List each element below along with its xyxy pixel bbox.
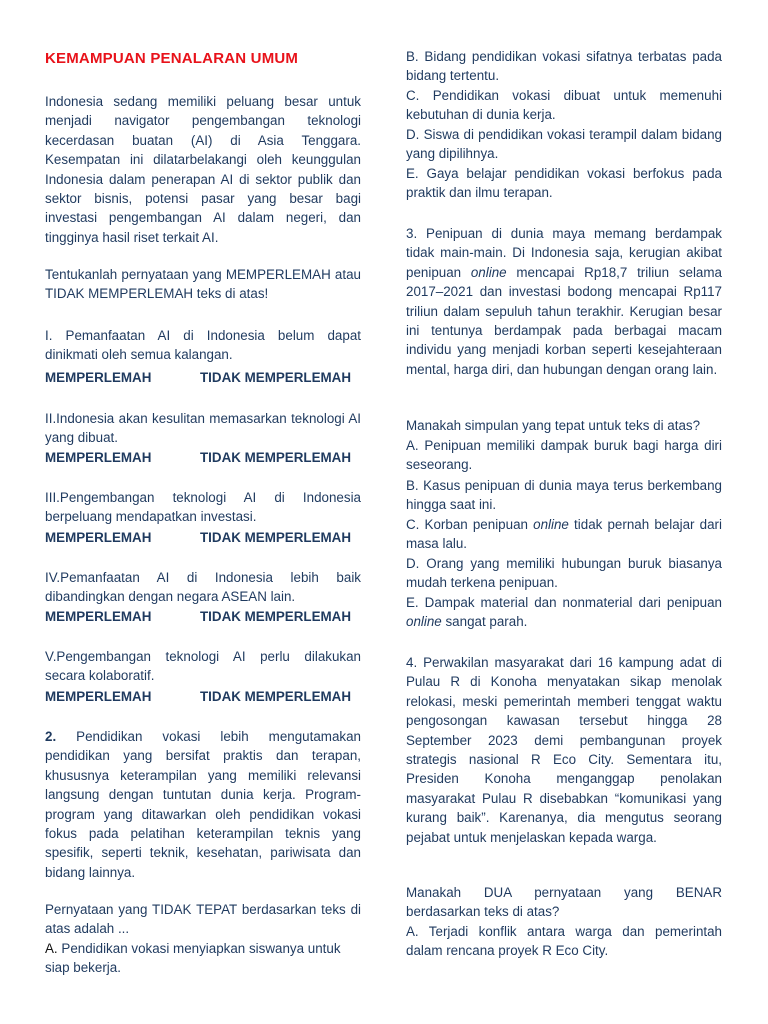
- q3-passage-part-2: mencapai Rp18,7 triliun selama 2017–2021 dan investasi bodong mencapai Rp117 triliun dalam sepuluh tahun terakhir. Kerugian besar ini tentunya berdampak pada berbagai macam individu yang menjadi korban seperti kesejahteraan mental, harga diri, dan hubungan dengan orang lain.: [406, 264, 722, 377]
- q2-choice-b[interactable]: B. Bidang pendidikan vokasi sifatnya terbatas pada bidang tertentu.: [406, 49, 722, 84]
- q1-statement-4: IV.Pemanfaatan AI di Indonesia lebih baik dibandingkan dengan negara ASEAN lain.: [45, 570, 361, 605]
- q2-choice-a-text: Pendidikan vokasi menyiapkan siswanya untuk siap bekerja.: [45, 941, 341, 976]
- q3-choice-d[interactable]: D. Orang yang memiliki hubungan buruk biasanya mudah terkena penipuan.: [406, 556, 722, 591]
- option-tidak-memperlemah[interactable]: TIDAK MEMPERLEMAH: [200, 609, 352, 624]
- option-memperlemah[interactable]: MEMPERLEMAH: [45, 689, 152, 704]
- q3-choice-e-part-2: sangat parah.: [445, 614, 528, 630]
- q1-statement-1: I. Pemanfaatan AI di Indonesia belum dapat dinikmati oleh semua kalangan.: [45, 328, 361, 363]
- q3-choice-e-part-1: E. Dampak material dan nonmaterial dari penipuan: [406, 595, 722, 610]
- q3-passage: [406, 224, 722, 379]
- q3-choice-c-part-2: tidak pernah belajar dari masa lalu.: [406, 517, 722, 552]
- q2-choice-a-letter: A.: [45, 941, 58, 956]
- q3-choice-b[interactable]: B. Kasus penipuan di dunia maya terus berkembang hingga saat ini.: [406, 478, 722, 513]
- q1-statement-2: II.Indonesia akan kesulitan memasarkan teknologi AI yang dibuat.: [45, 411, 361, 446]
- q2-number: 2.: [45, 729, 57, 744]
- page-title: KEMAMPUAN PENALARAN UMUM: [45, 50, 299, 67]
- q2-question: Pernyataan yang TIDAK TEPAT berdasarkan teks di atas adalah ...: [45, 902, 361, 937]
- option-tidak-memperlemah[interactable]: TIDAK MEMPERLEMAH: [200, 689, 352, 704]
- q3-choice-e-online: online: [406, 614, 442, 630]
- q2-choice-e[interactable]: E. Gaya belajar pendidikan vokasi berfokus pada praktik dan ilmu terapan.: [406, 166, 722, 201]
- q3-choice-c[interactable]: [406, 515, 722, 554]
- q1-statement-5: V.Pengembangan teknologi AI perlu dilakukan secara kolaboratif.: [45, 649, 361, 684]
- option-tidak-memperlemah[interactable]: TIDAK MEMPERLEMAH: [200, 530, 352, 545]
- q3-choice-e[interactable]: [406, 593, 722, 632]
- q3-passage-online: online: [470, 264, 507, 280]
- q4-choice-a[interactable]: A. Terjadi konflik antara warga dan pemerintah dalam rencana proyek R Eco City.: [406, 924, 722, 959]
- option-memperlemah[interactable]: MEMPERLEMAH: [45, 609, 152, 624]
- q2-choice-c[interactable]: C. Pendidikan vokasi dibuat untuk memenuhi kebutuhan di dunia kerja.: [406, 88, 722, 123]
- q3-passage-part-1: 3. Penipuan di dunia maya memang berdampak tidak main-main. Di Indonesia saja, kerugian akibat penipuan: [406, 226, 722, 280]
- q2-passage-text: Pendidikan vokasi lebih mengutamakan pendidikan yang bersifat praktis dan terapan, khususnya keterampilan yang memiliki relevansi langsung dengan tuntutan dunia kerja. Program-program yang ditawarkan oleh pendidikan vokasi fokus pada pelatihan keterampilan teknis yang spesifik, seperti teknik, kesehatan, pariwisata dan bidang lainnya.: [45, 729, 361, 880]
- q4-passage: 4. Perwakilan masyarakat dari 16 kampung adat di Pulau R di Konoha menyatakan sikap menolak relokasi, meski pemerintah memberi tenggat waktu pengosongan kawasan tersebut hingga 28 September 2023 demi pembangunan proyek strategis nasional R Eco City. Sementara itu, Presiden Konoha menganggap penolakan masyarakat Pulau R disebabkan “komunikasi yang kurang baik”. Karenanya, dia mengutus seorang pejabat untuk menjelaskan kepada warga.: [406, 655, 722, 845]
- q1-statement-3: III.Pengembangan teknologi AI di Indonesia berpeluang mendapatkan investasi.: [45, 490, 361, 525]
- q2-choice-d[interactable]: D. Siswa di pendidikan vokasi terampil dalam bidang yang dipilihnya.: [406, 127, 722, 162]
- q3-choice-a[interactable]: A. Penipuan memiliki dampak buruk bagi harga diri seseorang.: [406, 438, 722, 473]
- q3-choice-c-online: online: [533, 517, 569, 532]
- option-tidak-memperlemah[interactable]: TIDAK MEMPERLEMAH: [200, 450, 352, 465]
- option-memperlemah[interactable]: MEMPERLEMAH: [45, 370, 152, 385]
- option-memperlemah[interactable]: MEMPERLEMAH: [45, 450, 152, 465]
- option-tidak-memperlemah[interactable]: TIDAK MEMPERLEMAH: [200, 370, 352, 385]
- q2-choice-a[interactable]: [45, 939, 361, 978]
- q1-passage: Indonesia sedang memiliki peluang besar untuk menjadi navigator pengembangan teknologi kecerdasan buatan (AI) di Asia Tenggara. Kesempatan ini dilatarbelakangi oleh keunggulan Indonesia dalam penerapan AI di sektor publik dan sektor bisnis, potensi pasar yang besar bagi investasi pengembangan AI dalam negeri, dan tingginya hasil riset terkait AI.: [45, 94, 361, 245]
- q1-instruction: Tentukanlah pernyataan yang MEMPERLEMAH atau TIDAK MEMPERLEMAH teks di atas!: [45, 267, 361, 302]
- q3-choice-c-part-1: C. Korban penipuan: [406, 517, 528, 532]
- q4-question: Manakah DUA pernyataan yang BENAR berdasarkan teks di atas?: [406, 885, 722, 920]
- q3-question: Manakah simpulan yang tepat untuk teks di atas?: [406, 418, 701, 433]
- option-memperlemah[interactable]: MEMPERLEMAH: [45, 530, 152, 545]
- q2-passage: [45, 727, 361, 882]
